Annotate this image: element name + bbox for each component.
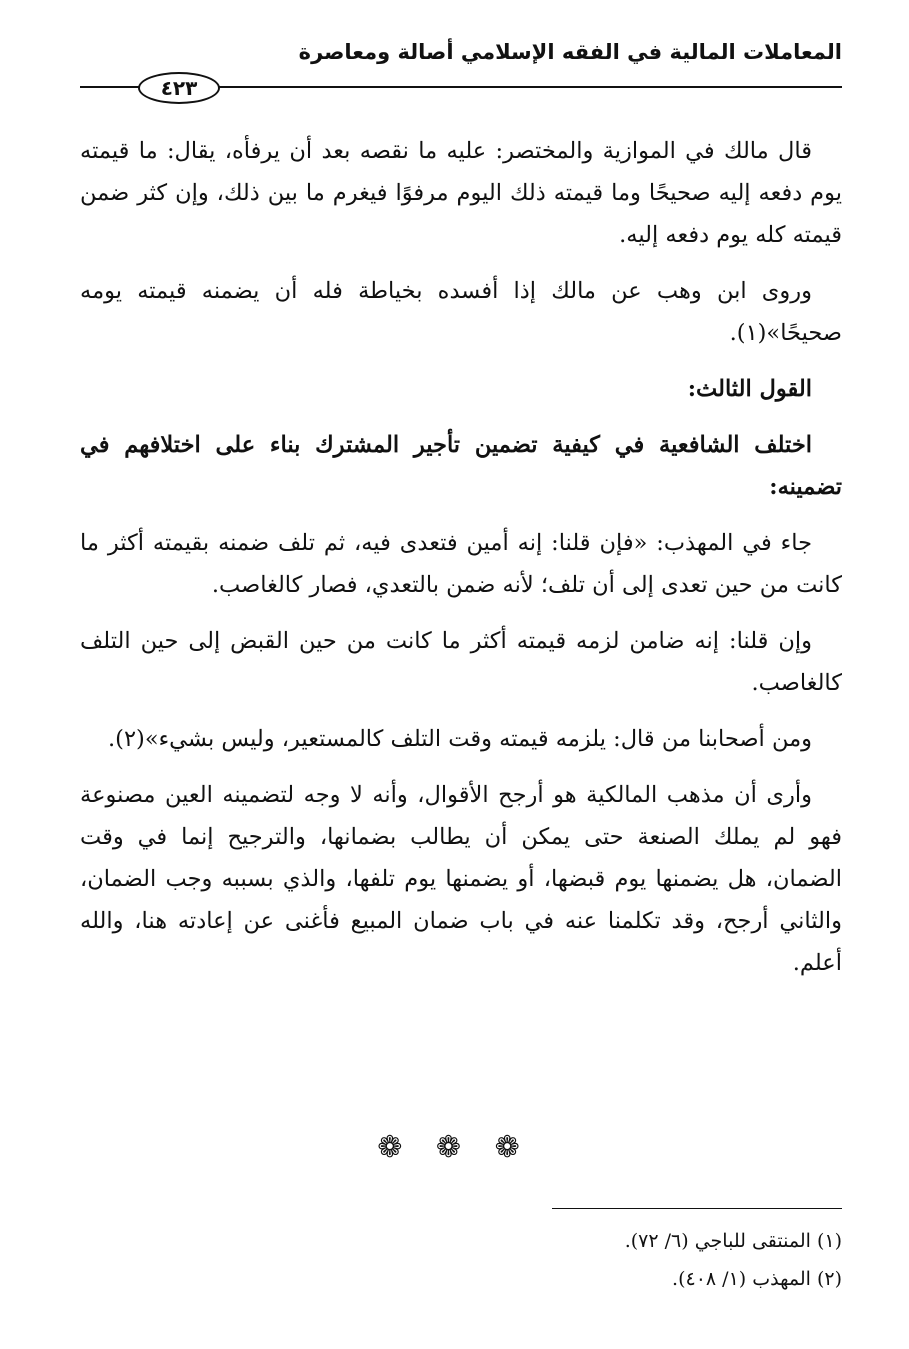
paragraph-shafii-disagreement: اختلف الشافعية في كيفية تضمين تأجير المشترك بناء على اختلافهم في تضمينه: bbox=[80, 432, 842, 500]
paragraph-malik-muwazia: قال مالك في الموازية والمختصر: عليه ما نقصه بعد أن يرفأه، يقال: ما قيمته يوم دفعه إليه صحيحًا وما قيمته ذلك اليوم مرفوًا فيغرم ما بين ذلك، وإن كثر ضمن قيمته كله يوم دفعه إليه. bbox=[80, 138, 842, 248]
page-number: ٤٢٣ bbox=[138, 72, 220, 104]
running-title: المعاملات المالية في الفقه الإسلامي أصالة ومعاصرة bbox=[298, 40, 842, 64]
body-text bbox=[80, 130, 842, 998]
paragraph-muhadhdhab-quote: جاء في المهذب: «فإن قلنا: إنه أمين فتعدى فيه، ثم تلف ضمنه بقيمته أكثر ما كانت من حين تعدى إلى أن تلف؛ لأنه ضمن بالتعدي، فصار كالغاصب. bbox=[80, 530, 842, 598]
section-ornament: ❁ ❁ ❁ bbox=[377, 1130, 532, 1165]
paragraph-ashab-opinion: ومن أصحابنا من قال: يلزمه قيمته وقت التلف كالمستعير، وليس بشيء»(٢). bbox=[108, 726, 812, 752]
paragraph-tarjih: وأرى أن مذهب المالكية هو أرجح الأقوال، وأنه لا وجه لتضمينه العين مصنوعة فهو لم يملك الصنعة حتى يمكن أن يطالب بضمانها، والترجيح إنما في وقت الضمان، هل يضمنها يوم قبضها، أو يضمنها يوم تلفها، والذي بسببه وجب الضمان، والثاني أرجح، وقد تكلمنا عنه في باب ضمان المبيع فأغنى عن إعادته هنا، والله أعلم. bbox=[80, 782, 842, 976]
section-heading-third-opinion: القول الثالث: bbox=[687, 376, 812, 402]
paragraph-ibn-wahb: وروى ابن وهب عن مالك إذا أفسده بخياطة فله أن يضمنه قيمته يومه صحيحًا»(١). bbox=[80, 278, 842, 346]
footnote-rule bbox=[552, 1208, 842, 1209]
page-header bbox=[80, 28, 842, 108]
footnotes bbox=[342, 1222, 842, 1298]
paragraph-damin-case: وإن قلنا: إنه ضامن لزمه قيمته أكثر ما كانت من حين القبض إلى حين التلف كالغاصب. bbox=[80, 628, 842, 696]
footnote-1: (١) المنتقى للباجي (٦/ ٧٢). bbox=[624, 1230, 842, 1252]
footnote-2: (٢) المهذب (١/ ٤٠٨). bbox=[672, 1268, 842, 1290]
